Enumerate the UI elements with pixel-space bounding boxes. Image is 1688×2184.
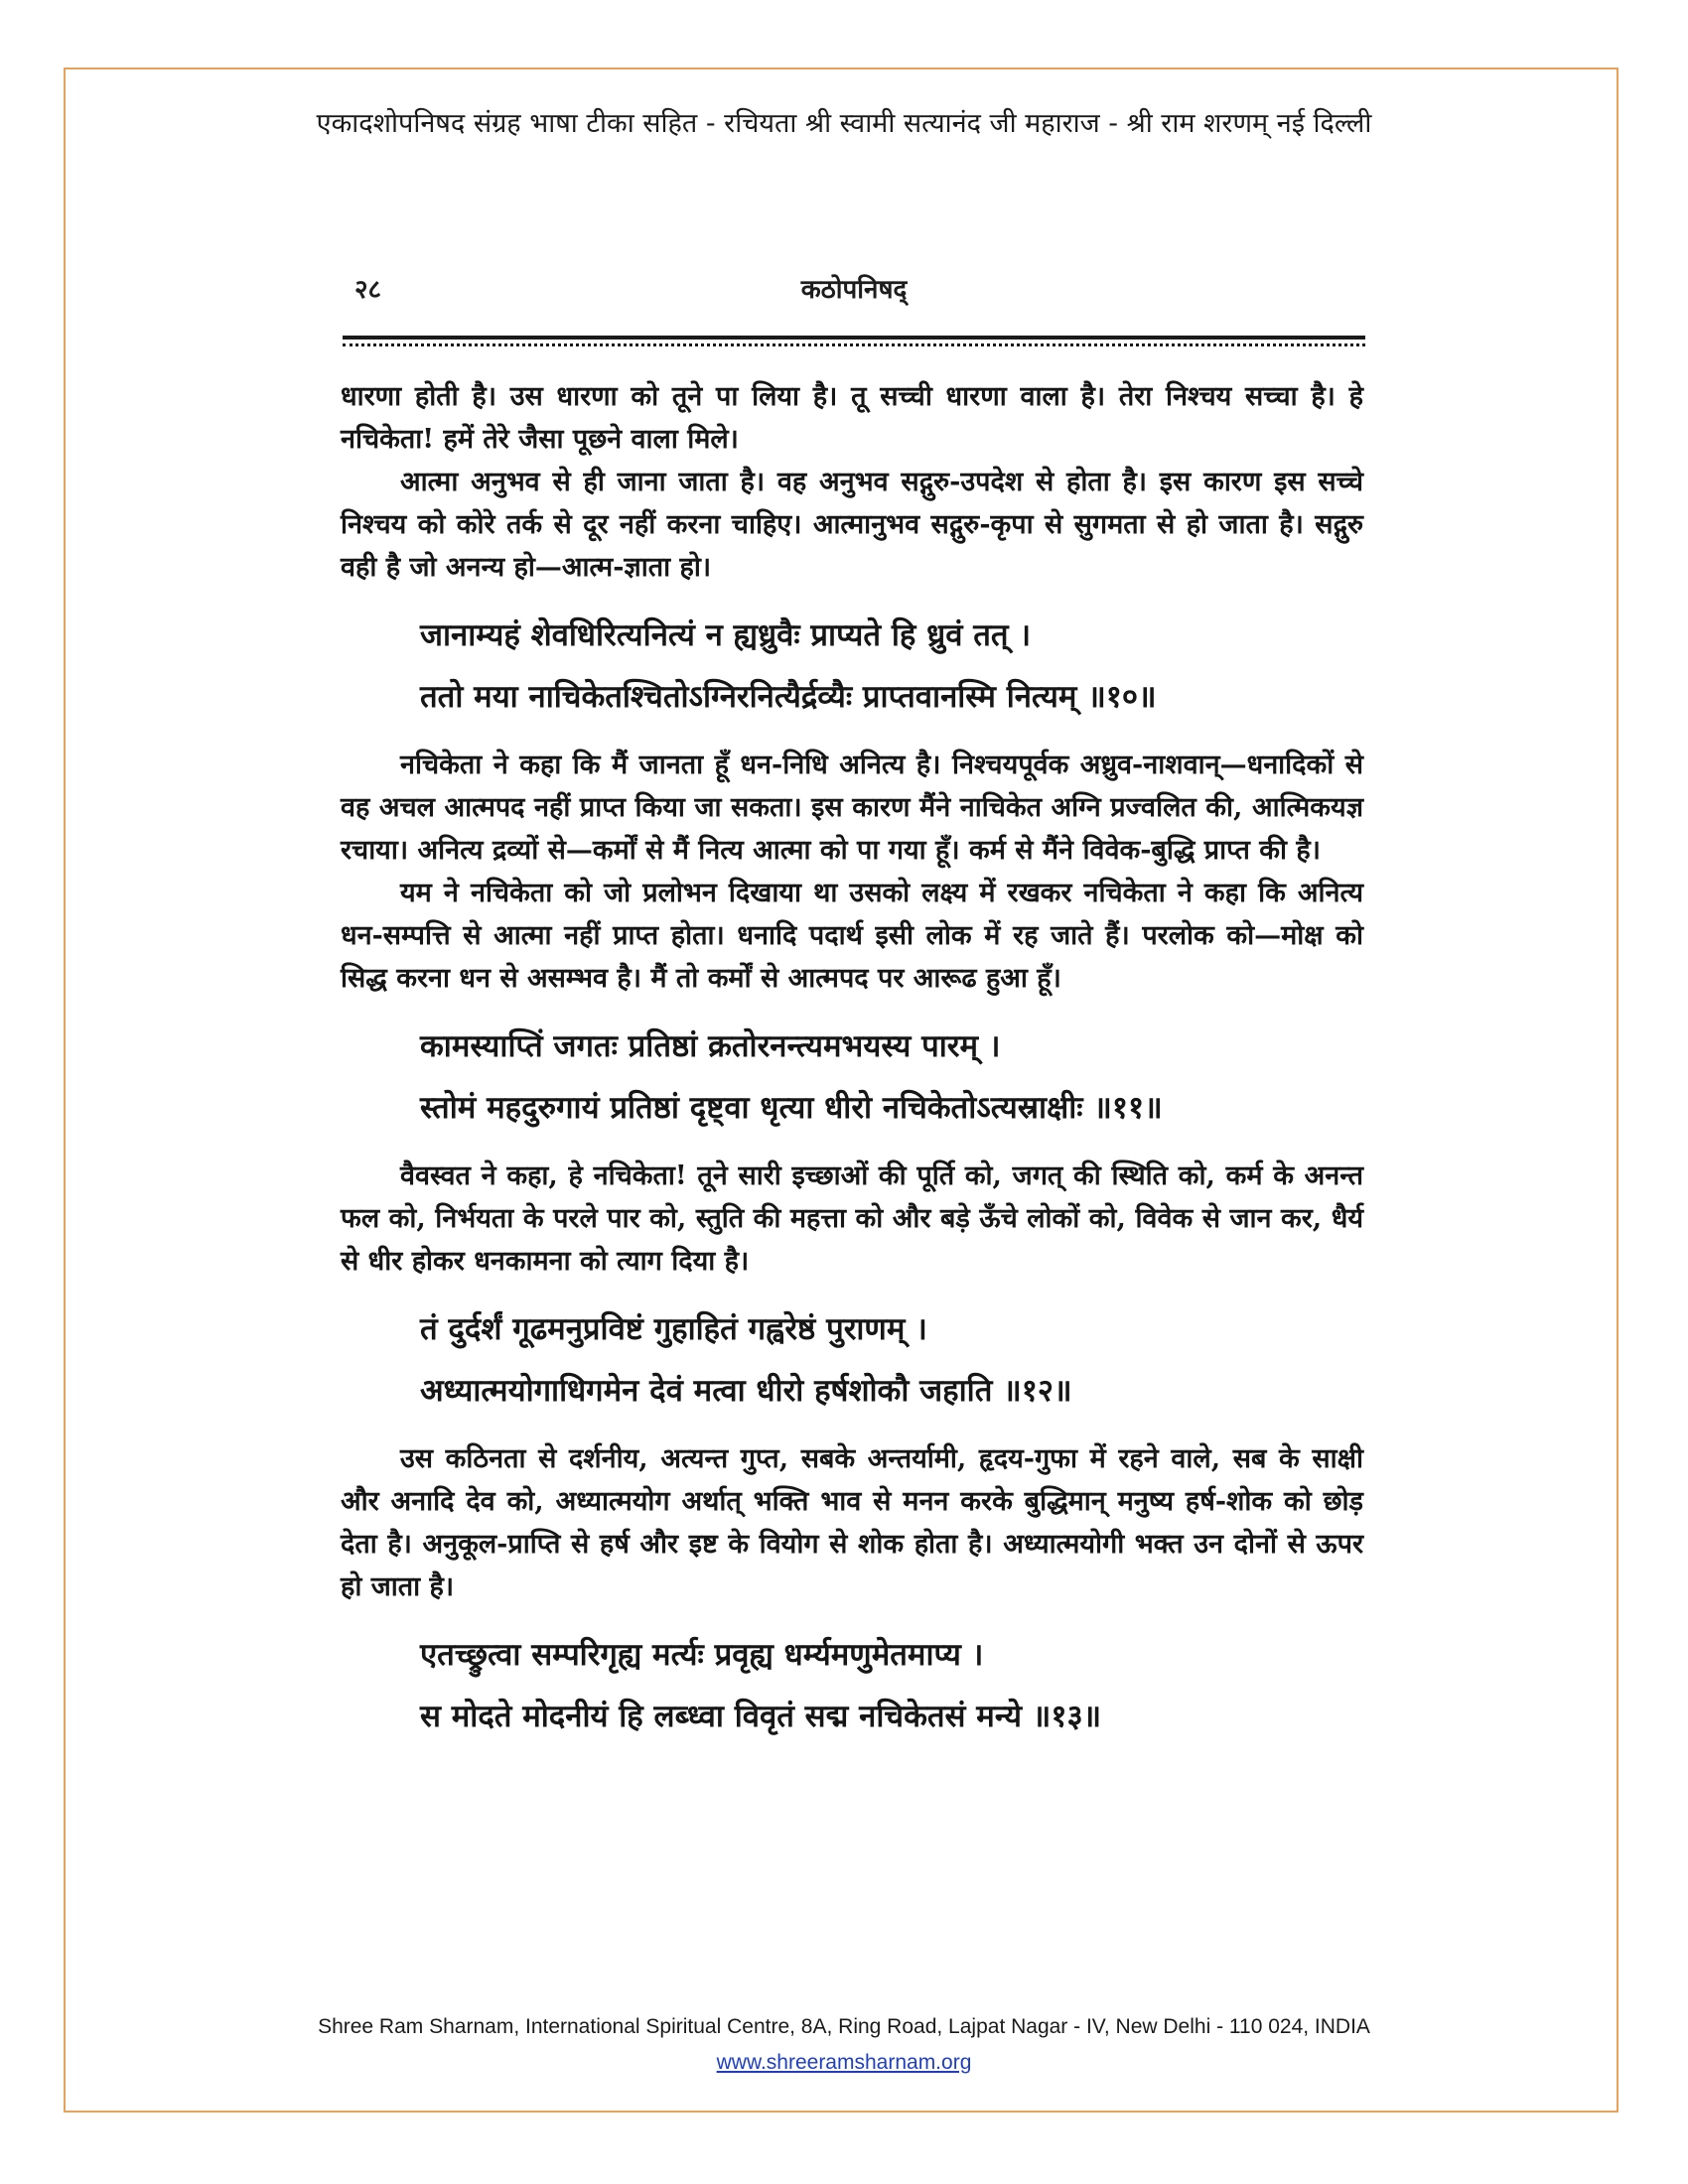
verse-11-line-1: कामस्याप्तिं जगतः प्रतिष्ठां क्रतोरनन्त्यमभयस्य पारम् । (420, 1028, 1001, 1064)
paragraph-6: उस कठिनता से दर्शनीय, अत्यन्त गुप्त, सबके अन्तर्यामी, हृदय-गुफा में रहने वाले, सब के साक्षी और अनादि देव को, अध्यात्मयोग अर्थात् भक्ति भाव से मनन करके बुद्धिमान् मनुष्य हर्ष-शोक को छोड़ देता है। अनुकूल-प्राप्ति से हर्ष और इष्ट के वियोग से शोक होता है। अध्यात्मयोगी भक्त उन दोनों से ऊपर हो जाता है। (341, 1443, 1363, 1602)
document-header: एकादशोपनिषद संग्रह भाषा टीका सहित - रचियता श्री स्वामी सत्यानंद जी महाराज - श्री राम शरणम् नई दिल्ली (316, 108, 1372, 139)
verse-11-line-2: स्तोमं महदुरुगायं प्रतिष्ठां दृष्ट्वा धृत्या धीरो नचिकेतोऽत्यस्राक्षीः ॥११॥ (420, 1090, 1163, 1126)
verse-12-line-2: अध्यात्मयोगाधिगमेन देवं मत्वा धीरो हर्षशोकौ जहाति ॥१२॥ (420, 1373, 1072, 1409)
verse-13-line-2: स मोदते मोदनीयं हि लब्ध्वा विवृतं सद्म नचिकेतसं मन्ये ॥१३॥ (420, 1699, 1102, 1734)
paragraph-1: धारणा होती है। उस धारणा को तूने पा लिया है। तू सच्ची धारणा वाला है। तेरा निश्चय सच्चा है। हे नचिकेता! हमें तेरे जैसा पूछने वाला मिले। (341, 381, 1363, 455)
verse-10 (420, 607, 1363, 726)
verse-13 (420, 1626, 1363, 1745)
heading-dotted-rule (343, 343, 1365, 346)
paragraph-5: वैवस्वत ने कहा, हे नचिकेता! तूने सारी इच्छाओं की पूर्ति को, जगत् की स्थिति को, कर्म के अनन्त फल को, निर्भयता के परले पार को, स्तुति की महत्ता को और बड़े ऊँचे लोकों को, विवेक से जान कर, धैर्य से धीर होकर धनकामना को त्याग दिया है। (341, 1160, 1363, 1277)
verse-13-line-1: एतच्छ्रुत्वा सम्परिगृह्य मर्त्यः प्रवृह्य धर्म्यमणुमेतमाप्य । (420, 1637, 984, 1673)
paragraph-4: यम ने नचिकेता को जो प्रलोभन दिखाया था उसको लक्ष्य में रखकर नचिकेता ने कहा कि अनित्य धन-सम्पत्ति से आत्मा नहीं प्राप्त होता। धनादि पदार्थ इसी लोक में रह जाते हैं। परलोक को—मोक्ष को सिद्ध करना धन से असम्भव है। मैं तो कर्मों से आत्मपद पर आरूढ हुआ हूँ। (341, 878, 1363, 994)
paragraph-3: नचिकेता ने कहा कि मैं जानता हूँ धन-निधि अनित्य है। निश्चयपूर्वक अध्रुव-नाशवान्—धनादिकों से वह अचल आत्मपद नहीं प्राप्त किया जा सकता। इस कारण मैंने नाचिकेत अग्नि प्रज्वलित की, आत्मिकयज्ञ रचाया। अनित्य द्रव्यों से—कर्मों से मैं नित्य आत्मा को पा गया हूँ। कर्म से मैंने विवेक-बुद्धि प्राप्त की है। (341, 750, 1363, 866)
page-content (341, 375, 1363, 1763)
verse-12-line-1: तं दुर्दर्शं गूढमनुप्रविष्टं गुहाहितं गह्वरेष्ठं पुराणम् । (420, 1311, 927, 1347)
footer-website-link[interactable]: www.shreeramsharnam.org (716, 2051, 972, 2074)
verse-10-line-1: जानाम्यहं शेवधिरित्यनित्यं न ह्यध्रुवैः प्राप्यते हि ध्रुवं तत् । (420, 617, 1032, 653)
verse-10-line-2: ततो मया नाचिकेतश्चितोऽग्निरनित्यैर्द्रव्यैः प्राप्तवानस्मि नित्यम् ॥१०॥ (420, 679, 1157, 715)
heading-rule (343, 336, 1365, 340)
running-title: कठोपनिषद् (800, 275, 908, 305)
verse-11 (420, 1018, 1363, 1137)
footer-address: Shree Ram Sharnam, International Spiritual Centre, 8A, Ring Road, Lajpat Nagar - IV, New Delhi - 110 024, INDIA (318, 2015, 1370, 2038)
page-heading (343, 270, 1365, 310)
verse-12 (420, 1300, 1363, 1420)
page-number: २८ (354, 275, 382, 305)
paragraph-2: आत्मा अनुभव से ही जाना जाता है। वह अनुभव सद्गुरु-उपदेश से होता है। इस कारण इस सच्चे निश्चय को कोरे तर्क से दूर नहीं करना चाहिए। आत्मानुभव सद्गुरु-कृपा से सुगमता से हो जाता है। सद्गुरु वही है जो अनन्य हो—आत्म-ज्ञाता हो। (341, 467, 1363, 583)
